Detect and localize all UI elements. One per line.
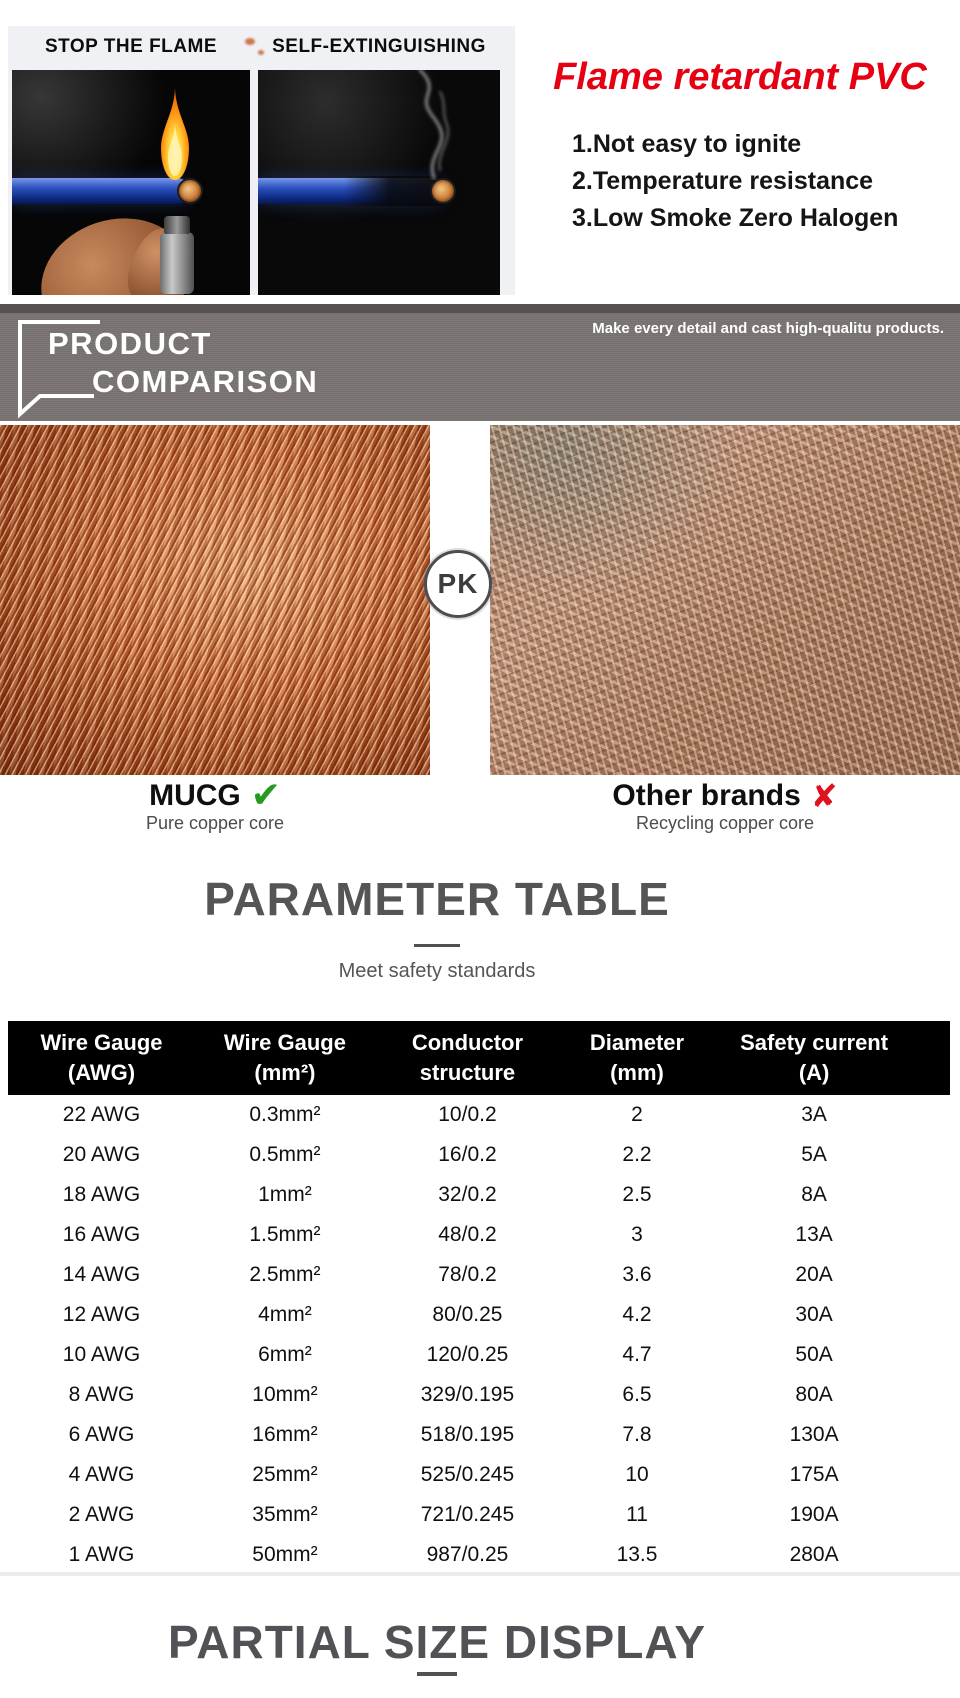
header-safety-current (714, 1028, 914, 1088)
parameter-table (8, 1021, 950, 1575)
header-line: Wire Gauge (40, 1030, 163, 1055)
parameter-table-title: PARAMETER TABLE (204, 873, 670, 925)
table-row (8, 1375, 950, 1415)
table-row (8, 1175, 950, 1215)
other-brands-caption: Recycling copper core (635, 813, 815, 833)
table-cell: 0.5mm² (249, 1143, 321, 1166)
section-divider (0, 1572, 960, 1576)
table-row (8, 1455, 950, 1495)
table-cell: 16 AWG (62, 1223, 141, 1246)
smoke-graphic (396, 70, 466, 185)
table-cell: 2 AWG (68, 1503, 135, 1526)
table-cell: 120/0.25 (426, 1343, 509, 1366)
table-cell: 50mm² (252, 1543, 318, 1566)
header-line: (AWG) (67, 1060, 136, 1085)
table-cell: 6mm² (258, 1343, 312, 1366)
stop-the-flame-photo (12, 70, 250, 295)
table-cell: 18 AWG (62, 1183, 141, 1206)
table-row (8, 1295, 950, 1335)
table-cell: 0.3mm² (249, 1103, 321, 1126)
mucg-brand-line (0, 776, 430, 816)
table-row (8, 1095, 950, 1135)
feature-item-1: 1.Not easy to ignite (572, 130, 802, 158)
table-cell: 10 (625, 1463, 649, 1486)
table-cell: 525/0.245 (420, 1463, 515, 1486)
table-cell: 987/0.25 (426, 1543, 509, 1566)
table-cell: 2.5 (622, 1183, 652, 1206)
header-line: (A) (798, 1060, 830, 1085)
table-cell: 10/0.2 (438, 1103, 497, 1126)
table-cell: 16/0.2 (438, 1143, 497, 1166)
table-cell: 80/0.25 (432, 1303, 503, 1326)
table-cell: 1 AWG (68, 1543, 135, 1566)
mucg-caption: Pure copper core (145, 813, 285, 833)
header-wire-gauge-awg (8, 1028, 195, 1088)
table-cell: 20A (795, 1263, 833, 1286)
table-cell: 80A (795, 1383, 833, 1406)
header-line: (mm²) (254, 1060, 316, 1085)
table-cell: 721/0.245 (420, 1503, 515, 1526)
pk-badge: PK (424, 550, 492, 618)
table-cell: 48/0.2 (438, 1223, 497, 1246)
table-cell: 25mm² (252, 1463, 318, 1486)
parameter-table-header (8, 1021, 950, 1095)
other-brands-line (490, 776, 960, 816)
table-cell: 2.5mm² (249, 1263, 321, 1286)
table-cell: 8 AWG (68, 1383, 135, 1406)
table-cell: 78/0.2 (438, 1263, 497, 1286)
table-cell: 2.2 (622, 1143, 652, 1166)
table-cell: 13.5 (616, 1543, 658, 1566)
table-cell: 6.5 (622, 1383, 652, 1406)
table-cell: 7.8 (622, 1423, 652, 1446)
table-cell: 3A (801, 1103, 827, 1126)
table-cell: 13A (795, 1223, 833, 1246)
parameter-table-body (8, 1095, 950, 1575)
table-cell: 32/0.2 (438, 1183, 497, 1206)
header-conductor-structure (375, 1028, 560, 1088)
paint-speckle (245, 38, 255, 45)
table-cell: 50A (795, 1343, 833, 1366)
cross-mark-icon: ✘ (810, 777, 838, 815)
footer-heading-divider (417, 1672, 457, 1676)
lighter-graphic (160, 232, 194, 294)
table-cell: 35mm² (252, 1503, 318, 1526)
table-cell: 130A (789, 1423, 839, 1446)
hero-copy (520, 26, 960, 295)
header-line: Diameter (589, 1030, 685, 1055)
table-cell: 11 (626, 1503, 648, 1526)
mucg-copper-image (0, 425, 430, 775)
table-row (8, 1215, 950, 1255)
flame-graphic (158, 86, 192, 187)
feature-item-2: 2.Temperature resistance (572, 167, 874, 195)
table-cell: 8A (801, 1183, 827, 1206)
table-row (8, 1535, 950, 1575)
header-line: Wire Gauge (223, 1030, 346, 1055)
table-row (8, 1255, 950, 1295)
table-cell: 16mm² (252, 1423, 318, 1446)
table-cell: 190A (789, 1503, 839, 1526)
table-cell: 10mm² (252, 1383, 318, 1406)
table-row (8, 1135, 950, 1175)
stop-the-flame-title: STOP THE FLAME (44, 36, 218, 57)
header-diameter (560, 1028, 714, 1088)
table-cell: 4.7 (622, 1343, 652, 1366)
parameter-table-subtitle: Meet safety standards (338, 960, 536, 982)
table-cell: 4mm² (258, 1303, 312, 1326)
table-cell: 5A (801, 1143, 827, 1166)
table-cell: 2 (631, 1103, 643, 1126)
table-cell: 329/0.195 (420, 1383, 515, 1406)
mucg-brand-name: MUCG (149, 779, 241, 812)
header-line: (mm) (610, 1060, 664, 1085)
hero-photos-panel (8, 26, 515, 295)
table-cell: 10 AWG (62, 1343, 141, 1366)
partial-size-display-heading (0, 1615, 874, 1669)
feature-item-3: 3.Low Smoke Zero Halogen (572, 204, 899, 232)
partial-size-display-title: PARTIAL SIZE DISPLAY (167, 1616, 707, 1668)
table-cell: 30A (795, 1303, 833, 1326)
self-extinguishing-title: SELF-EXTINGUISHING (272, 36, 486, 57)
table-cell: 4 AWG (68, 1463, 135, 1486)
header-line: Conductor (411, 1030, 524, 1055)
heading-divider (414, 944, 460, 947)
paint-speckle (258, 50, 264, 55)
check-mark-icon: ✔ (250, 775, 281, 816)
other-brands-copper-image (490, 425, 960, 775)
table-cell: 20 AWG (62, 1143, 141, 1166)
header-line: Safety current (740, 1030, 889, 1055)
product-comparison-banner (0, 304, 960, 421)
header-line: structure (419, 1060, 516, 1085)
table-row (8, 1335, 950, 1375)
table-cell: 1.5mm² (249, 1223, 321, 1246)
table-cell: 175A (789, 1463, 839, 1486)
table-cell: 3.6 (622, 1263, 652, 1286)
table-row (8, 1495, 950, 1535)
table-row (8, 1415, 950, 1455)
table-cell: 4.2 (622, 1303, 652, 1326)
flame-retardant-pvc-title: Flame retardant PVC (553, 56, 927, 98)
banner-title-line1: PRODUCT (48, 326, 212, 361)
banner-top-strip (0, 304, 960, 313)
lighter-cap (164, 216, 190, 234)
parameter-table-heading (0, 872, 874, 926)
table-cell: 280A (789, 1543, 839, 1566)
table-cell: 518/0.195 (420, 1423, 515, 1446)
table-cell: 3 (631, 1223, 643, 1246)
banner-title-line2: COMPARISON (92, 364, 319, 399)
table-cell: 6 AWG (68, 1423, 135, 1446)
table-cell: 22 AWG (62, 1103, 141, 1126)
banner-tagline: Make every detail and cast high-qualitu products. (592, 320, 944, 337)
other-brands-name: Other brands (612, 779, 801, 812)
table-cell: 14 AWG (62, 1263, 141, 1286)
self-extinguishing-photo (258, 70, 500, 295)
table-cell: 1mm² (258, 1183, 312, 1206)
header-wire-gauge-mm2 (195, 1028, 375, 1088)
table-cell: 12 AWG (62, 1303, 141, 1326)
